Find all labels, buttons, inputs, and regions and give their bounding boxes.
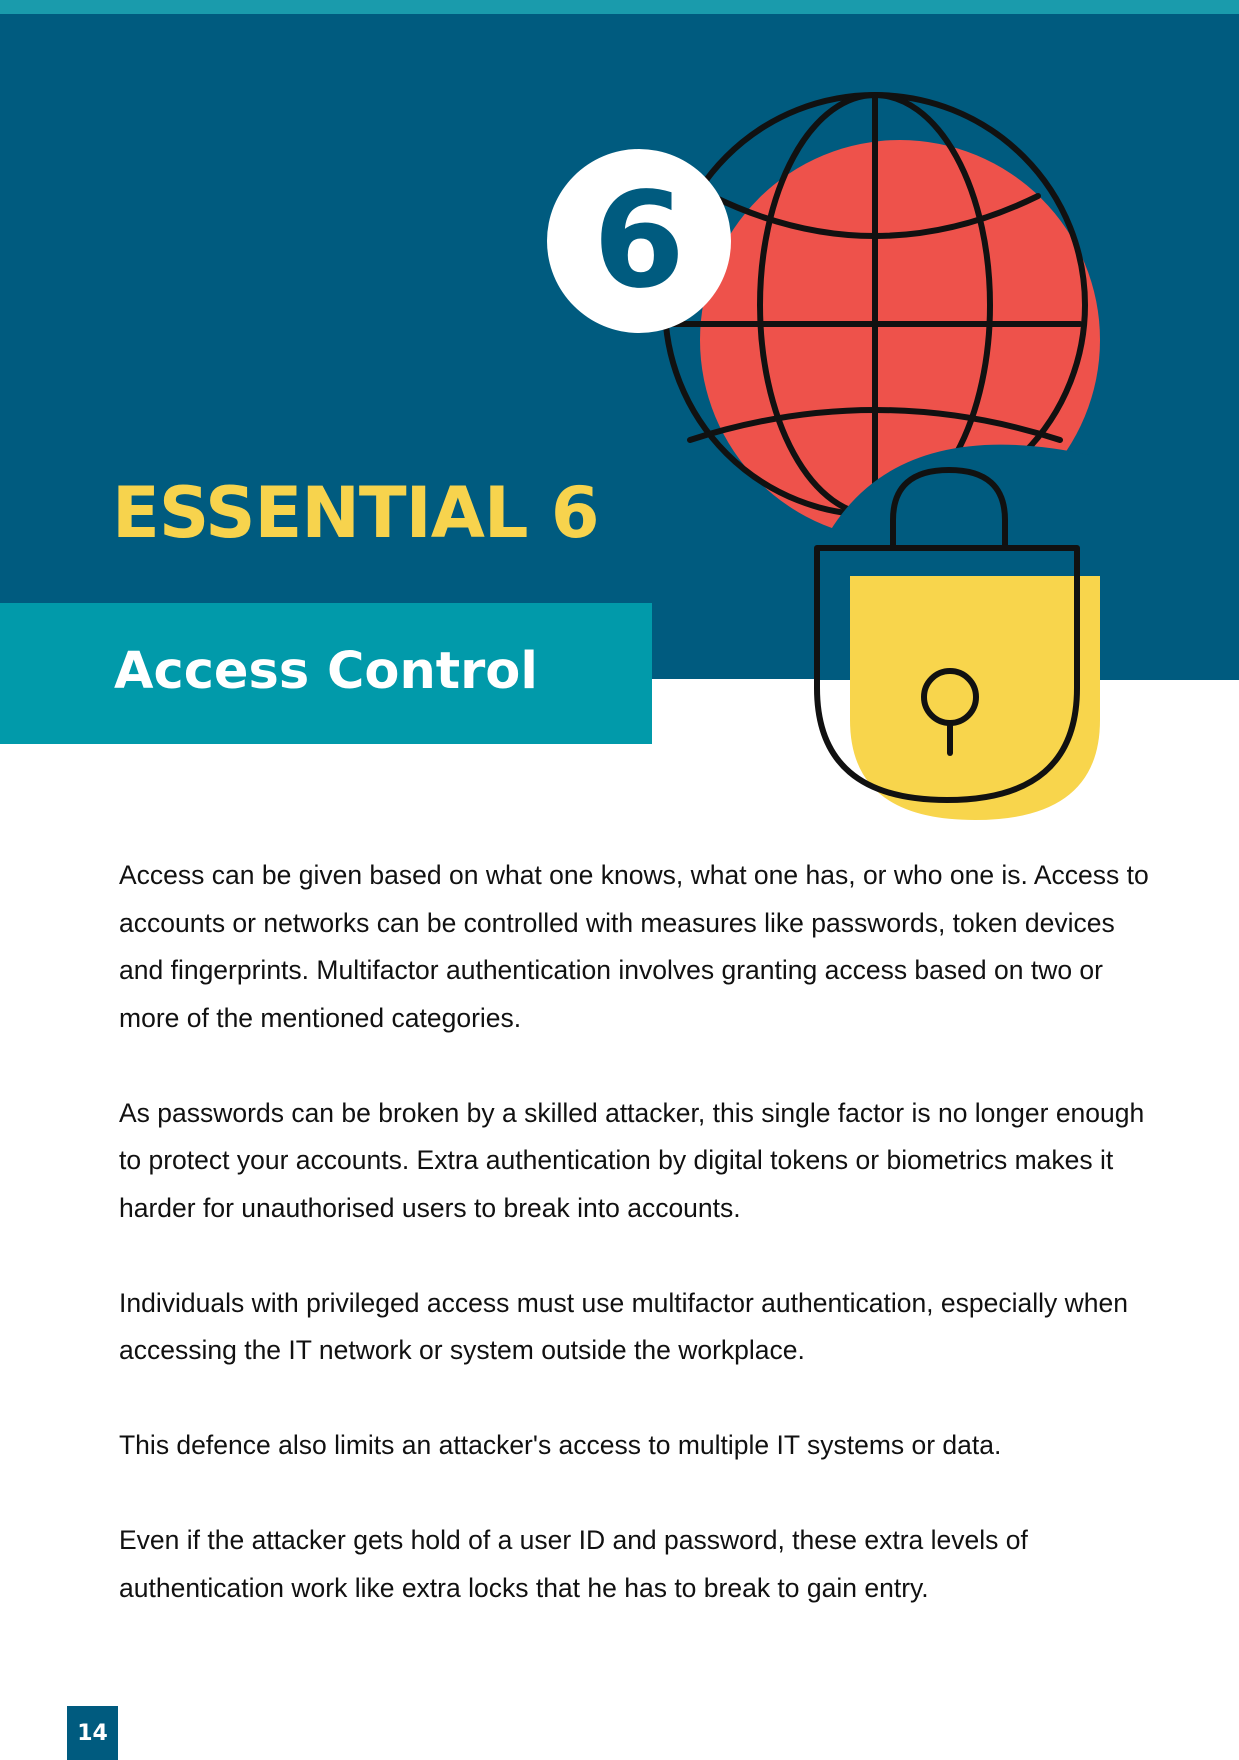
padlock-icon xyxy=(815,445,1239,820)
section-subtitle: Access Control xyxy=(114,642,538,701)
paragraph: Individuals with privileged access must use multifactor authentication, especially when accessing the IT network or system outside the workplace. xyxy=(119,1287,1128,1365)
essential-number-badge: 6 xyxy=(547,149,731,333)
paragraph: As passwords can be broken by a skilled attacker, this single factor is no longer enough to protect your accounts. Extra authentication by digital tokens or biometrics makes it harder for unauthorised users to break into accounts. xyxy=(119,1097,1145,1223)
essential-title: ESSENTIAL 6 xyxy=(112,472,599,554)
paragraph: Even if the attacker gets hold of a user ID and password, these extra levels of authentication work like extra locks that he has to break to gain entry. xyxy=(119,1525,1028,1603)
page-number: 14 xyxy=(67,1706,118,1760)
paragraph: This defence also limits an attacker's access to multiple IT systems or data. xyxy=(119,1430,1002,1460)
body-text xyxy=(119,852,1149,1660)
paragraph: Access can be given based on what one knows, what one has, or who one is. Access to accounts or networks can be controlled with measures like passwords, token devices and fingerprints. Multifactor authentication involves granting access based on two or more of the mentioned categories. xyxy=(119,860,1149,1033)
